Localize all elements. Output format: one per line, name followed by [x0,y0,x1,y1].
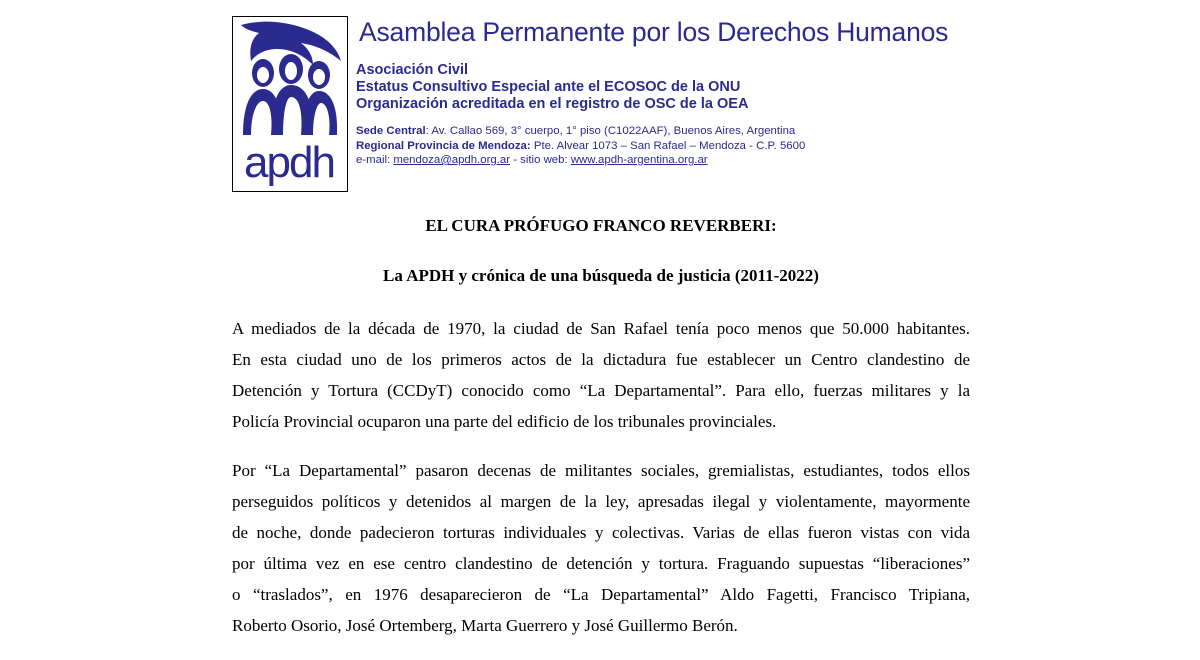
paragraph-line: perseguidos políticos y detenidos al margen de la ley, apresadas ilegal y violentamente, mayormente [232,492,970,511]
org-info-line: Organización acreditada en el registro de OSC de la OEA [356,96,749,112]
paragraph-1 [232,313,970,437]
document-subtitle: La APDH y crónica de una búsqueda de justicia (2011-2022) [383,266,819,285]
paragraph-2 [232,455,970,641]
sede-address: : Av. Callao 569, 3° cuerpo, 1° piso (C1022AAF), Buenos Aires, Argentina [425,125,796,137]
paragraph-line: A mediados de la década de 1970, la ciudad de San Rafael tenía poco menos que 50.000 habitantes. [232,319,970,338]
paragraph-line: Detención y Tortura (CCDyT) conocido como “La Departamental”. Para ello, fuerzas militares y la [232,381,970,400]
regional-label: Regional Provincia de Mendoza: [356,139,531,152]
web-contact-line [356,153,805,168]
website-link[interactable]: www.apdh-argentina.org.ar [570,154,708,166]
apdh-logo-icon [233,17,346,190]
regional-address: Pte. Alvear 1073 – San Rafael – Mendoza - C.P. 5600 [530,139,806,152]
regional-line [356,139,805,154]
contact-info [356,124,805,168]
paragraph-line: En esta ciudad uno de los primeros actos de la dictadura fue establecer un Centro clandestino de [232,350,970,369]
organization-info [356,62,748,113]
paragraph-line: por última vez en ese centro clandestino de detención y tortura. Fraguando supuestas “liberaciones” [232,554,970,573]
paragraph-line: Policía Provincial ocuparon una parte del edificio de los tribunales provinciales. [232,412,777,431]
apdh-logo [232,16,348,192]
organization-name: Asamblea Permanente por los Derechos Humanos [359,17,949,47]
web-label: - sitio web: [510,154,571,166]
email-label: e-mail: [356,154,394,166]
sede-label: Sede Central [356,125,426,137]
email-link[interactable]: mendoza@apdh.org.ar [393,154,511,166]
paragraph-line: de noche, donde padecieron torturas individuales y colectivas. Varias de ellas fueron vistas con vida [232,523,970,542]
org-info-line: Estatus Consultivo Especial ante el ECOSOC de la ONU [356,79,741,95]
sede-central-line [356,124,805,139]
paragraph-line: o “traslados”, en 1976 desaparecieron de “La Departamental” Aldo Fagetti, Francisco Tripiana, [232,585,970,604]
logo-wordmark: apdh [244,138,334,187]
paragraph-line: Por “La Departamental” pasaron decenas de militantes sociales, gremialistas, estudiantes, todos ellos [232,461,970,480]
org-info-line: Asociación Civil [356,62,469,78]
paragraph-line: Roberto Osorio, José Ortemberg, Marta Guerrero y José Guillermo Berón. [232,616,738,635]
document-title: EL CURA PRÓFUGO FRANCO REVERBERI: [425,216,777,235]
